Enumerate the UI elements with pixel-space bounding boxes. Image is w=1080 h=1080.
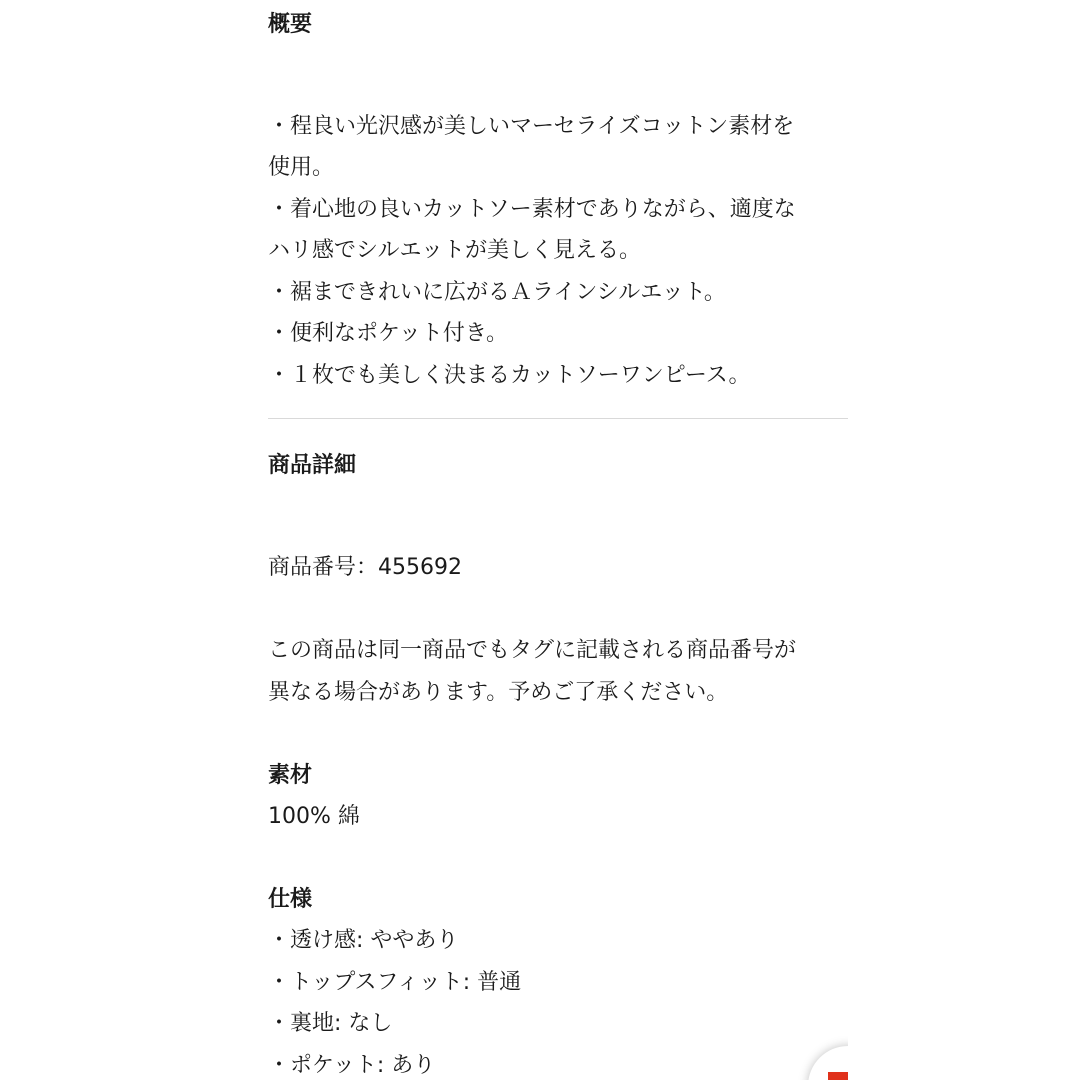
spec-item: ・透け感: ややあり: [268, 928, 459, 953]
overview-line: ・１枚でも美しく決まるカットソーワンピース。: [268, 363, 751, 388]
overview-line: ・着心地の良いカットソー素材でありながら、適度な: [268, 197, 796, 222]
right-margin: [848, 0, 1080, 1080]
spec-item: ・トップスフィット: 普通: [268, 970, 522, 995]
spec-item: ・ポケット: あり: [268, 1053, 436, 1078]
spec-item: ・裏地: なし: [268, 1011, 393, 1036]
overview-line: 使用。: [268, 155, 335, 180]
product-number: 商品番号：455692: [268, 555, 462, 580]
overview-line: ・便利なポケット付き。: [268, 321, 509, 346]
product-description-panel: [268, 0, 848, 1080]
product-number-note: この商品は同一商品でもタグに記載される商品番号が: [268, 638, 797, 663]
overview-line: ・裾まできれいに広がるＡラインシルエット。: [268, 280, 726, 305]
app-logo-icon: [828, 1072, 850, 1080]
overview-heading: 概要: [268, 12, 313, 37]
section-divider: [268, 418, 848, 419]
product-number-note: 異なる場合があります。予めご了承ください。: [268, 680, 729, 705]
overview-line: ハリ感でシルエットが美しく見える。: [268, 238, 642, 263]
overview-line: ・程良い光沢感が美しいマーセライズコットン素材を: [268, 114, 795, 139]
spec-heading: 仕様: [268, 887, 313, 912]
material-value: 100% 綿: [268, 804, 360, 829]
details-heading: 商品詳細: [268, 453, 357, 478]
material-heading: 素材: [268, 763, 313, 788]
